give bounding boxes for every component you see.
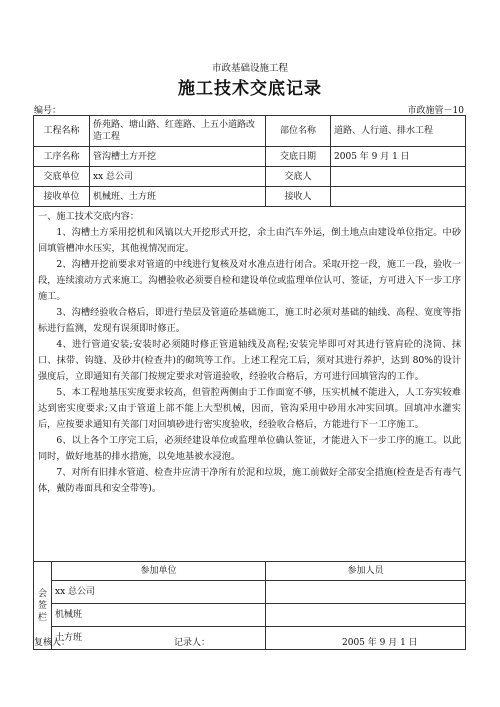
issuer-value: xx 总公司: [90, 167, 266, 187]
giver-label: 交底人: [266, 167, 331, 187]
recorder-label: 记录人：: [174, 638, 211, 648]
signoff-unit-3: 土方班: [52, 627, 266, 650]
content-paragraph-7: 7、对所有旧排水管道、检查井应清干净所有於泥和垃圾，施工前做好全部安全措施(检查是否有毒气体，戴防毒面具和安全带等)。: [38, 467, 462, 494]
reviewer-label: 复核人：: [34, 638, 71, 648]
content-paragraph-6: 6、以上各个工序完工后，必须经建设单位或监理单位确认签证，才能进入下一步工序的施工。以此同时，做好地基的排水措施，以免地基被水浸泡。: [38, 435, 462, 462]
receiver-value: [331, 187, 466, 207]
signoff-people-1: [266, 581, 466, 604]
date-label: 交底日期: [266, 147, 331, 167]
content-heading: 一、施工技术交底内容：: [38, 211, 140, 222]
form-code: 市政施管－10: [407, 106, 464, 116]
page-title: 施工技术交底记录: [178, 79, 322, 99]
content-paragraph-2: 2、沟槽开挖前要求对管道的中线进行复核及对水准点进行闭合。采取开挖一段，施工一段，验收一段，连续滚动方式来施工。沟槽验收必须要自检和建设单位或监理单位认可、签证，方可进入下一步工序施工。: [38, 259, 462, 302]
work-name-value: 管沟槽土方开挖: [90, 147, 266, 167]
receiver-unit-value: 机械班、土方班: [90, 187, 266, 207]
content-paragraph-4: 4、进行管道安装;安装时必须随时修正管道轴线及高程;安装完毕即可对其进行管肩砼的浇筒、抹口、抹带、钩缝、及砂井(检查井)的砌筑等工作。上述工程完工后，须对其进行养护，达到 80%的设计强度后，立即通知有关部门按规定要求对管道验收，经验收合格后，方可进行回填管沟的工作。: [38, 339, 462, 382]
giver-value: [331, 167, 466, 187]
handover-table: [33, 115, 466, 650]
signoff-unit-2: 机械班: [52, 604, 266, 627]
project-name-label: 工程名称: [34, 116, 90, 147]
content-paragraph-1: 1、沟槽土方采用挖机和风镐以大开挖形式开挖，余土由汽车外运，倒土地点由建设单位指定。中砂回填管槽冲水压实，其他视情况而定。: [38, 227, 462, 254]
issuer-label: 交底单位: [34, 167, 90, 187]
form-category: 市政基础设施工程: [211, 63, 288, 74]
footer-date: 2005 年 9 月 1 日: [342, 638, 418, 648]
content-paragraph-3: 3、沟槽经验收合格后，即进行垫层及管道砼基础施工，施工时必须对基础的轴线、高程、宽度等指标进行监测，发现有误须即时修正。: [38, 307, 462, 334]
work-name-label: 工序名称: [34, 147, 90, 167]
project-name-value: 侨苑路、塘山路、红莲路、上五小道路改造工程: [90, 116, 266, 147]
signoff-side-label: 会 签 栏: [34, 562, 52, 650]
signoff-unit-header: 参加单位: [52, 562, 266, 581]
division-label: 部位名称: [266, 116, 331, 147]
number-label: 编号：: [34, 106, 62, 116]
signoff-people-2: [266, 604, 466, 627]
division-value: 道路、人行道、排水工程: [331, 116, 466, 147]
signoff-unit-1: xx 总公司: [52, 581, 266, 604]
content-cell: [34, 207, 466, 562]
content-paragraph-5: 5、本工程地基压实度要求较高，但管腔两侧由于工作面宽不够，压实机械不能进入，人工夯实较难达到密实度要求;又由于管道上部不能上大型机械，因而，管沟采用中砂用水冲实回填。回填冲水灌实后，应按要求通知有关部门对回填砂进行密实度验收，经验收合格后，方能进行下一工序施工。: [38, 387, 462, 430]
receiver-label: 接收人: [266, 187, 331, 207]
signoff-people-header: 参加人员: [266, 562, 466, 581]
receiver-unit-label: 接收单位: [34, 187, 90, 207]
date-value: 2005 年 9 月 1 日: [331, 147, 466, 167]
